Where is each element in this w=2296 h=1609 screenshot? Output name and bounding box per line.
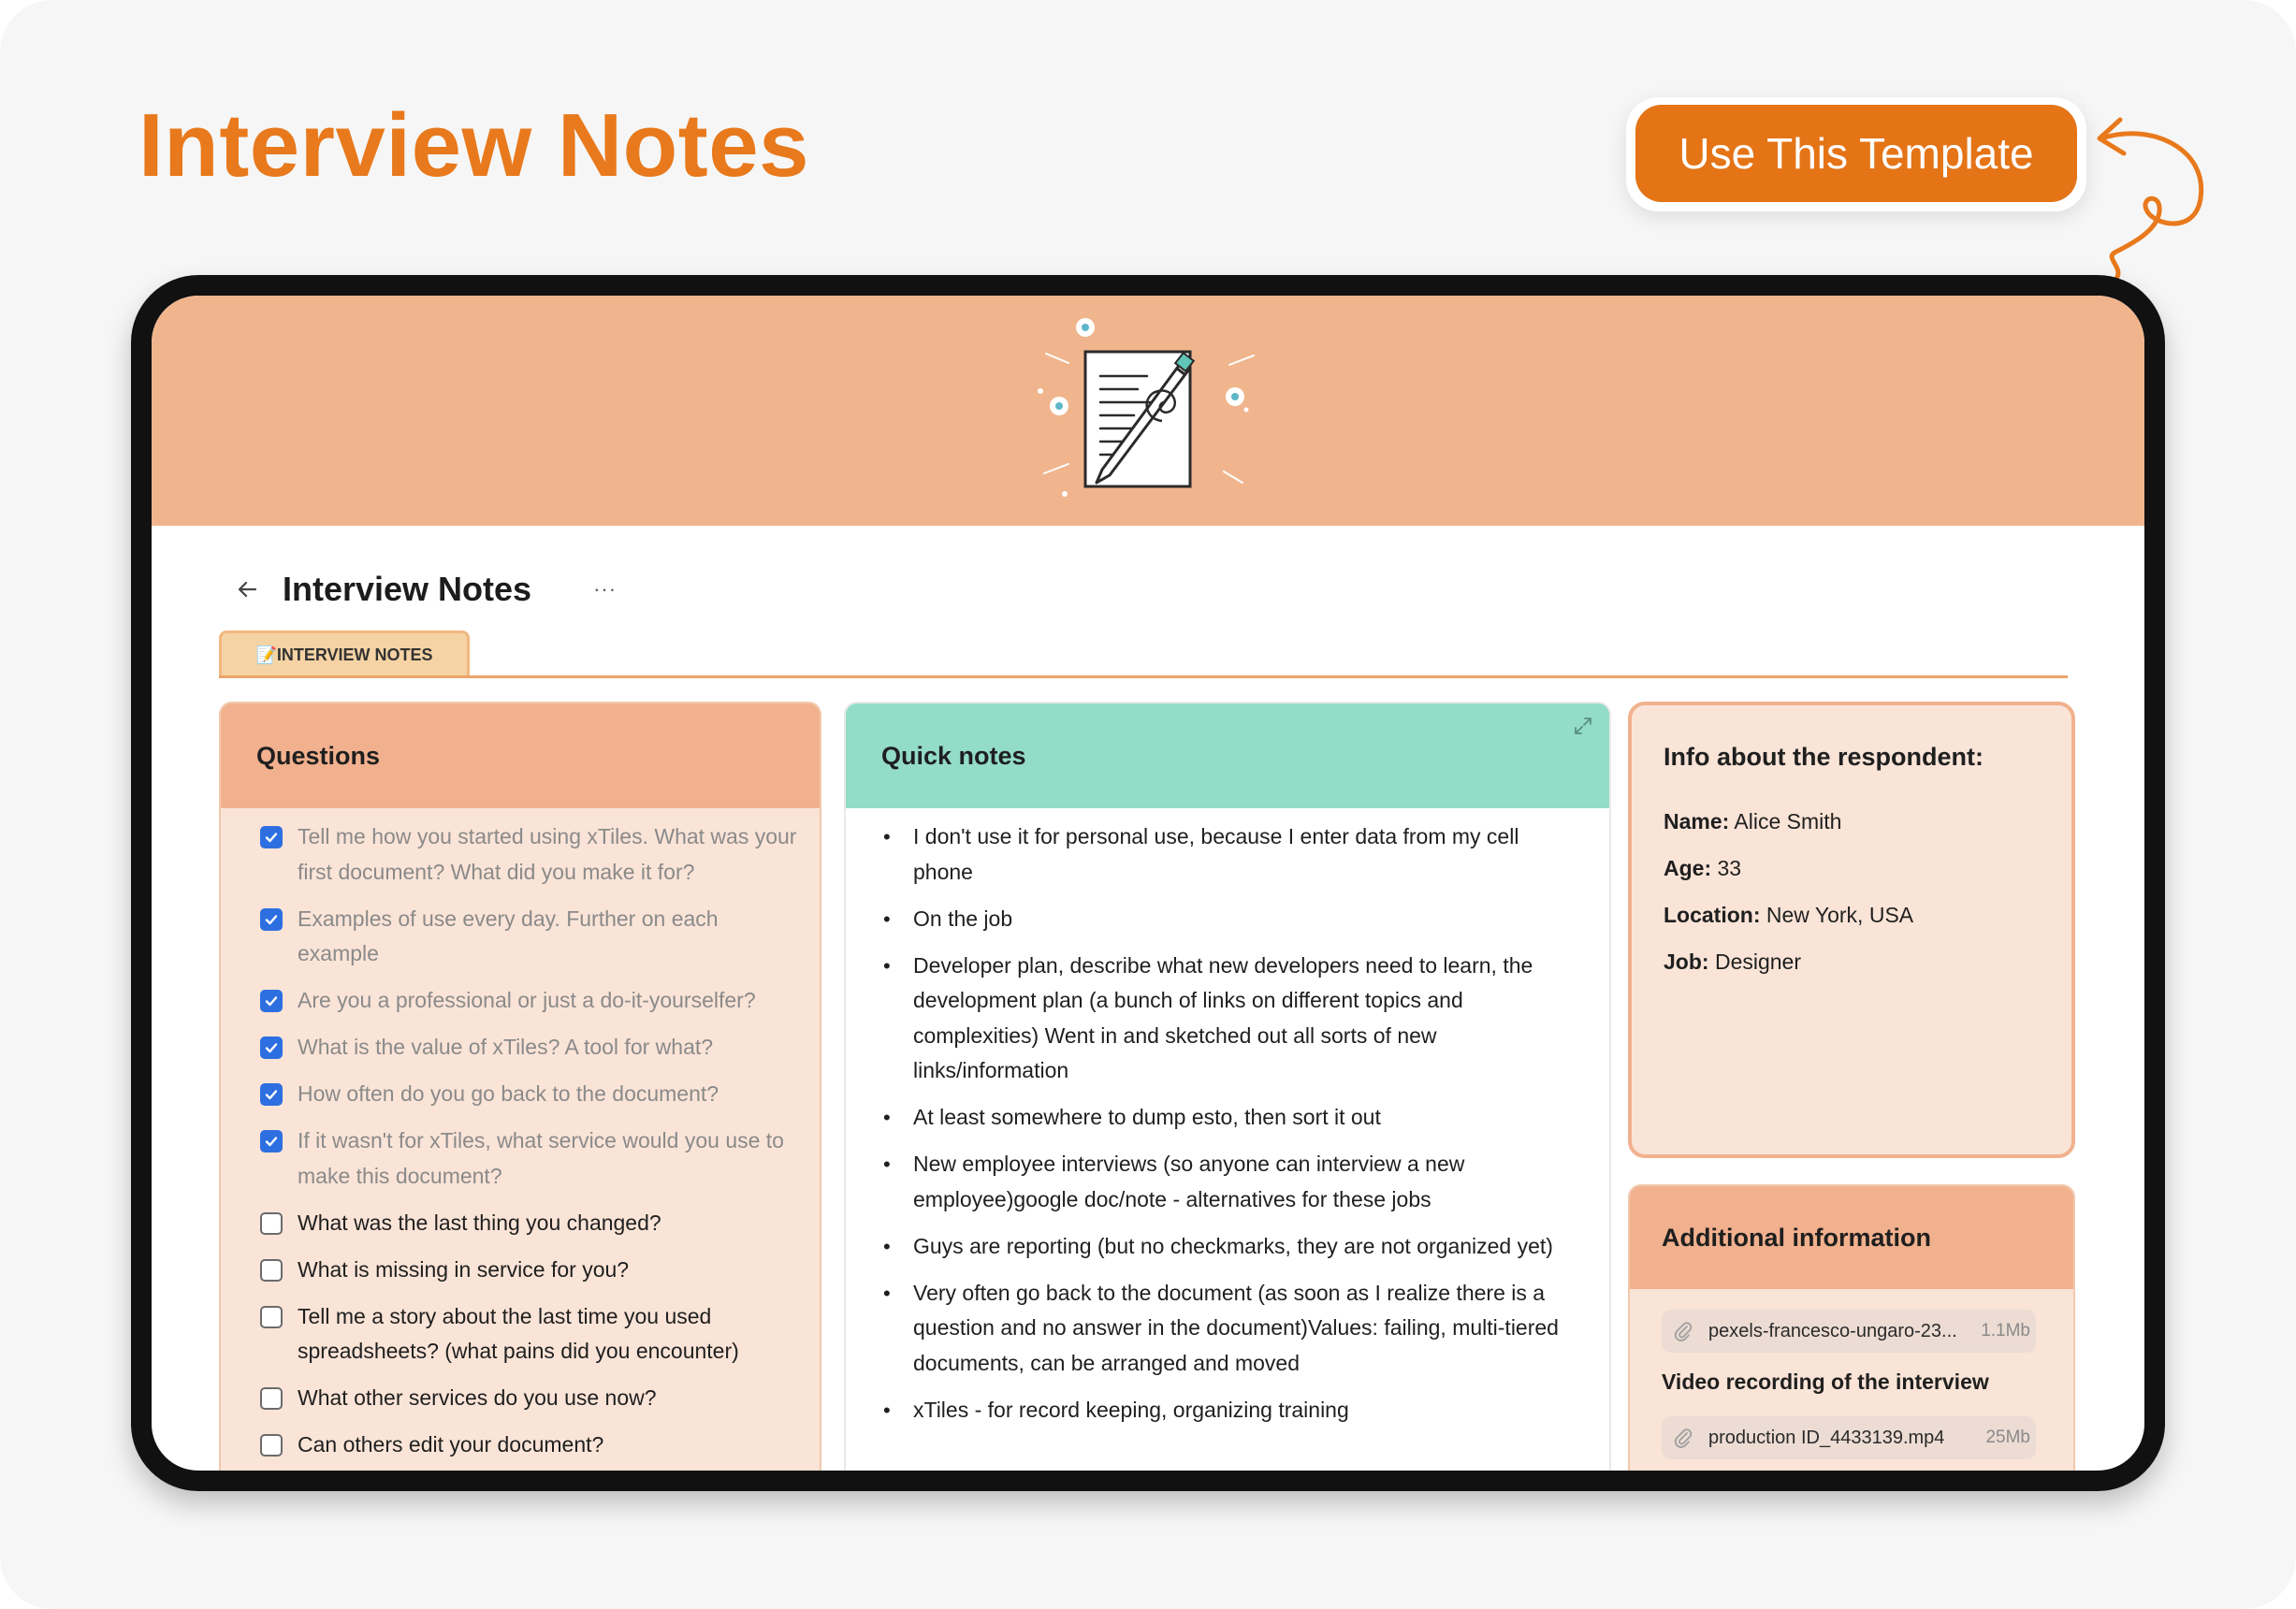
note-item [883,1276,1572,1382]
page-title: Interview Notes [138,95,810,196]
question-text: How often do you go back to the document? [298,1081,719,1106]
checkbox-checked-icon[interactable] [260,826,283,848]
checkbox-checked-icon[interactable] [260,1083,283,1106]
attachment-file-size: 1.1Mb [1981,1321,2030,1341]
question-item [260,1299,801,1370]
note-item [883,949,1572,1089]
question-text: Examples of use every day. Further on each example [298,906,719,965]
note-text: Developer plan, describe what new developers need to learn, the development plan (a bunch of links on different topics and complexities) Went in and sketched out all sorts of new links/information [913,952,1533,1082]
attachment-file-name: production ID_4433139.mp4 [1708,1427,1945,1448]
question-text: What is missing in service for you? [298,1256,630,1282]
paperclip-icon [1671,1426,1695,1450]
question-item [260,983,801,1019]
bullet-icon: • [883,1152,891,1176]
bullet-icon: • [883,825,891,848]
bullet-icon: • [883,1398,891,1422]
quick-notes-header: Quick notes [846,703,1609,808]
question-item [260,1381,801,1416]
question-text: What is the value of xTiles? A tool for what? [298,1035,714,1059]
question-text: If it wasn't for xTiles, what service would you use to make this document? [298,1128,784,1188]
note-item [883,819,1572,890]
attachment-file-size: 25Mb [1985,1428,2030,1447]
note-item [883,902,1572,937]
note-text: xTiles - for record keeping, organizing training [913,1397,1349,1422]
tab-interview-notes[interactable]: 📝INTERVIEW NOTES [219,631,470,677]
checkbox-checked-icon[interactable] [260,908,283,931]
note-text: Guys are reporting (but no checkmarks, they are not organized yet) [913,1233,1553,1258]
paperclip-icon [1671,1319,1695,1343]
question-item [260,1428,801,1463]
attachment-video-file[interactable] [1662,1416,2036,1459]
cta-wrapper [1626,97,2086,211]
additional-info-header: Additional information [1630,1186,2073,1289]
bullet-icon: • [883,1234,891,1258]
document-title: Interview Notes [283,570,532,608]
question-text: What was the last thing you changed? [298,1210,661,1235]
question-item [260,1030,801,1065]
cover-banner [152,296,2144,526]
question-item [260,819,801,890]
respondent-details [1632,772,2071,985]
note-text: New employee interviews (so anyone can interview a new employee)google doc/note - alternatives for these jobs [913,1152,1465,1211]
note-item [883,1100,1572,1136]
quick-notes-list [846,808,1609,1428]
questions-list [221,808,820,1463]
checkbox-unchecked-icon[interactable] [260,1212,283,1235]
more-options-icon[interactable]: ··· [593,577,618,601]
checkbox-unchecked-icon[interactable] [260,1306,283,1328]
use-template-button[interactable]: Use This Template [1635,105,2077,202]
note-text: I don't use it for personal use, because I enter data from my cell phone [913,824,1519,884]
bullet-icon: • [883,1106,891,1129]
question-item [260,1077,801,1112]
checkbox-unchecked-icon[interactable] [260,1434,283,1457]
question-item [260,902,801,972]
note-item [883,1229,1572,1265]
respondent-age: Age: 33 [1664,856,1742,880]
bullet-icon: • [883,906,891,931]
respondent-name: Name: Alice Smith [1664,809,1842,833]
respondent-card [1628,702,2075,1158]
additional-info-card [1628,1184,2075,1471]
checkbox-checked-icon[interactable] [260,1130,283,1152]
bullet-icon: • [883,953,891,978]
question-item [260,1206,801,1241]
note-text: Very often go back to the document (as soon as I realize there is a question and no answer in the document)Values: failing, multi-tiered documents, can be arranged and moved [913,1280,1559,1375]
respondent-title: Info about the respondent: [1664,743,1984,771]
back-arrow-icon[interactable] [228,571,266,608]
question-text: Tell me how you started using xTiles. What was your first document? What did you make it for? [298,824,797,884]
question-text: What other services do you use now? [298,1385,657,1410]
note-item [883,1147,1572,1217]
tablet-frame [131,275,2165,1491]
question-item [260,1253,801,1288]
document-header [228,561,617,617]
question-item [260,1123,801,1194]
respondent-location: Location: New York, USA [1664,903,1914,927]
note-item [883,1393,1572,1428]
question-text: Are you a professional or just a do-it-yourselfer? [298,988,756,1012]
attachment-file-name: pexels-francesco-ungaro-23... [1708,1320,1957,1341]
quick-notes-card [844,702,1611,1471]
attachment-image-file[interactable] [1662,1310,2036,1353]
checkbox-checked-icon[interactable] [260,990,283,1012]
curly-arrow-doodle-icon [2096,112,2217,290]
tab-divider [219,675,2068,678]
checkbox-unchecked-icon[interactable] [260,1259,283,1282]
document-pen-illustration-icon [1031,316,1265,513]
video-recording-label: Video recording of the interview [1662,1370,1989,1394]
checkbox-checked-icon[interactable] [260,1036,283,1059]
respondent-job: Job: Designer [1664,949,1801,974]
checkbox-unchecked-icon[interactable] [260,1387,283,1410]
app-screen [152,296,2144,1471]
questions-card [219,702,821,1471]
note-text: At least somewhere to dump esto, then sort it out [913,1105,1381,1129]
question-text: Tell me a story about the last time you used spreadsheets? (what pains did you encounter) [298,1303,739,1363]
note-text: On the job [913,906,1013,931]
expand-icon[interactable] [1572,715,1594,737]
question-text: Can others edit your document? [298,1432,604,1457]
bullet-icon: • [883,1281,891,1305]
questions-header: Questions [221,703,820,808]
